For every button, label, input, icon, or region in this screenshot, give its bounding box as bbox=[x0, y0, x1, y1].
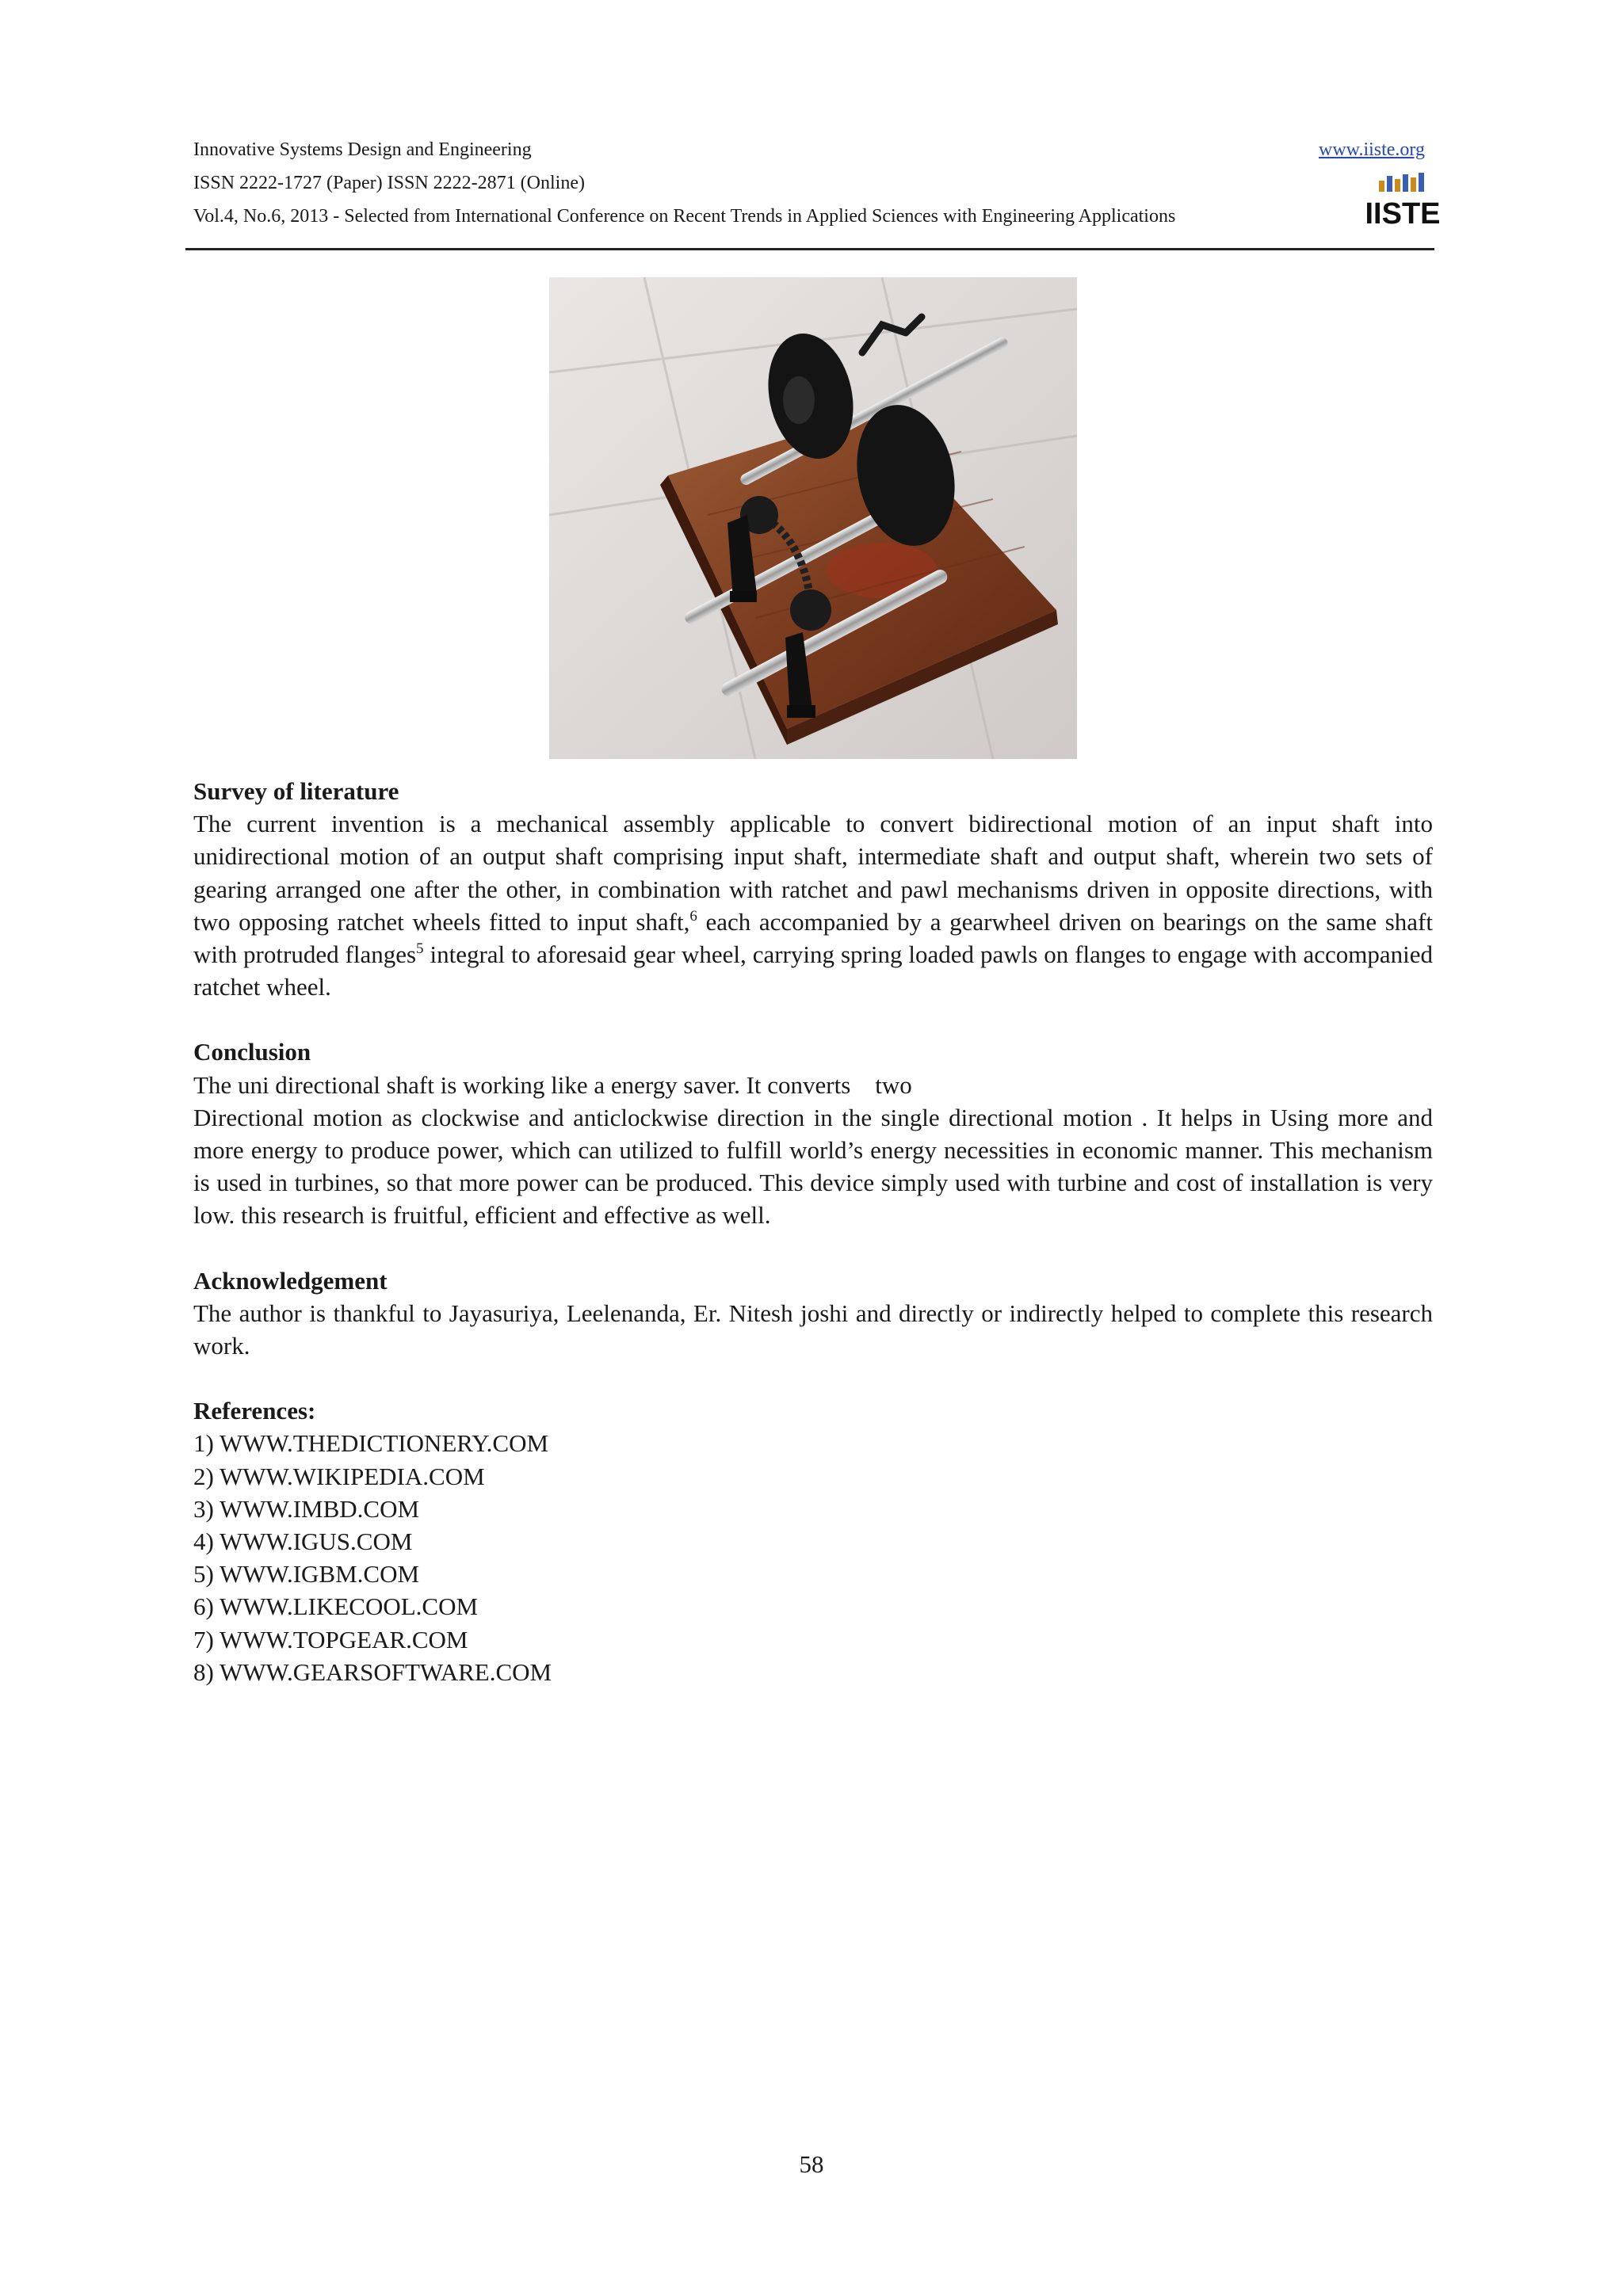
acknowledgement-heading: Acknowledgement bbox=[193, 1266, 388, 1295]
issn-line: ISSN 2222-1727 (Paper) ISSN 2222-2871 (Online) bbox=[193, 173, 585, 193]
survey-section bbox=[193, 775, 1433, 1003]
acknowledgement-paragraph: The author is thankful to Jayasuriya, Leelenanda, Er. Nitesh joshi and directly or indirectly helped to complete this research work. bbox=[193, 1299, 1433, 1360]
journal-title: Innovative Systems Design and Engineering bbox=[193, 139, 532, 160]
iiste-logo bbox=[1365, 173, 1441, 231]
survey-text-part: The current invention is a mechanical assembly applicable to convert bidirectional motion of an input shaft into unidirectional motion of an output shaft comprising input shaft, intermediate shaft and output shaft, wherein two sets of gearing arranged one after the other, in combination with ratchet and pawl mechanisms driven in opposite directions, with two opposing ratchet wheels fitted to input shaft, bbox=[193, 810, 1433, 936]
website-link[interactable]: www.iiste.org bbox=[1319, 139, 1425, 160]
survey-text-part: each accompanied by a gearwheel driven on bearings on the same shaft with protruded flanges bbox=[193, 907, 1433, 969]
page-header bbox=[193, 135, 1441, 250]
conclusion-first-line: The uni directional shaft is working like a energy saver. It converts two bbox=[193, 1070, 912, 1099]
reference-item: 4) WWW.IGUS.COM bbox=[193, 1527, 413, 1556]
citation-sup: 6 bbox=[689, 907, 697, 925]
reference-item: 3) WWW.IMBD.COM bbox=[193, 1494, 420, 1523]
survey-text-part: integral to aforesaid gear wheel, carrying spring loaded pawls on flanges to engage with accompanied ratchet wheel. bbox=[193, 940, 1434, 1001]
citation-sup: 5 bbox=[416, 940, 424, 958]
reference-item: 2) WWW.WIKIPEDIA.COM bbox=[193, 1462, 485, 1490]
reference-item: 8) WWW.GEARSOFTWARE.COM bbox=[193, 1657, 552, 1686]
references-section bbox=[193, 1394, 1433, 1688]
header-rule bbox=[185, 248, 1434, 250]
acknowledgement-section bbox=[193, 1264, 1433, 1363]
reference-item: 1) WWW.THEDICTIONERY.COM bbox=[193, 1429, 549, 1458]
survey-heading: Survey of literature bbox=[193, 777, 399, 805]
reference-list bbox=[193, 1427, 1433, 1688]
article-body bbox=[193, 775, 1433, 1688]
conclusion-paragraph: Directional motion as clockwise and anticlockwise direction in the single directional motion . It helps in Using more and more energy to produce power, which can utilized to fulfill world’s energy necessities in economic manner. This mechanism is used in turbines, so that more power can be produced. This device simply used with turbine and cost of installation is very low. this research is fruitful, efficient and effective as well. bbox=[193, 1103, 1433, 1230]
survey-paragraph bbox=[193, 807, 1433, 1003]
conclusion-section bbox=[193, 1035, 1433, 1231]
page-number: 58 bbox=[799, 2150, 824, 2178]
reference-item: 5) WWW.IGBM.COM bbox=[193, 1560, 420, 1589]
conclusion-heading: Conclusion bbox=[193, 1038, 311, 1066]
mechanism-photo bbox=[549, 277, 1077, 759]
reference-item: 7) WWW.TOPGEAR.COM bbox=[193, 1625, 468, 1653]
volume-line: Vol.4, No.6, 2013 - Selected from International Conference on Recent Trends in Applied Sciences with Engineering Applications bbox=[193, 206, 1176, 227]
references-heading: References: bbox=[193, 1397, 316, 1425]
reference-item: 6) WWW.LIKECOOL.COM bbox=[193, 1592, 479, 1621]
svg-text:IISTE: IISTE bbox=[1365, 197, 1441, 231]
